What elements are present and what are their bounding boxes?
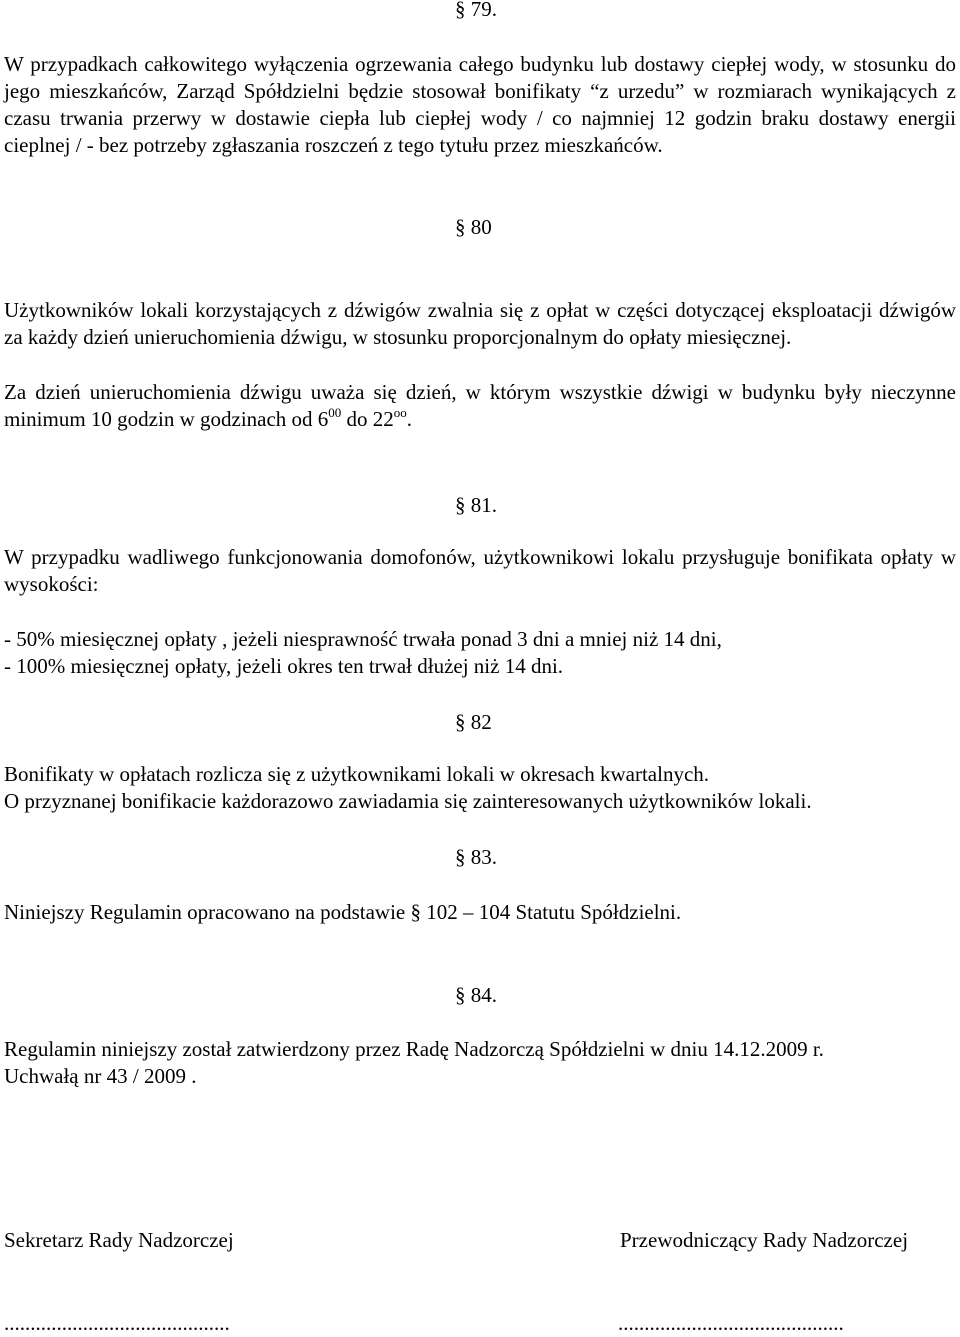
chairman-signature-line: ........................................... (618, 1311, 844, 1335)
list-item: - 100% miesięcznej opłaty, jeżeli okres ten trwał dłużej niż 14 dni. (4, 654, 564, 678)
secretary-signature-line: ........................................... (4, 1311, 230, 1335)
section-83-heading: § 83. (455, 845, 497, 869)
section-84-heading: § 84. (455, 983, 497, 1007)
section-80-paragraph-2 (4, 379, 956, 433)
secretary-signature-label: Sekretarz Rady Nadzorczej (4, 1228, 234, 1252)
section-81-heading: § 81. (455, 493, 497, 517)
section-79-heading: § 79. (455, 0, 497, 21)
text-line: Bonifikaty w opłatach rozlicza się z użytkownikami lokali w okresach kwartalnych. (4, 762, 710, 786)
text-line: O przyznanej bonifikacie każdorazowo zawiadamia się zainteresowanych użytkowników lokali. (4, 789, 812, 813)
section-80-heading: § 80 (455, 215, 492, 239)
section-80-paragraph-2-mid: do 22 (341, 407, 394, 431)
section-80-paragraph-1: Użytkowników lokali korzystających z dźwigów zwalnia się z opłat w części dotyczącej eksploatacji dźwigów za każdy dzień unieruchomienia dźwigu, w stosunku proporcjonalnym do opłaty miesięcznej. (4, 298, 956, 349)
section-84-text (4, 1036, 956, 1090)
text-line: Uchwałą nr 43 / 2009 . (4, 1064, 197, 1088)
section-80-superscript-1: 00 (328, 405, 342, 420)
section-79-text: W przypadkach całkowitego wyłączenia ogrzewania całego budynku lub dostawy ciepłej wody, w stosunku do jego mieszkańców, Zarząd Spółdzielni będzie stosował bonifikaty “z urzedu” w rozmiarach wynikających z czasu trwania przerwy w dostawie ciepła lub ciepłej wody / co najmniej 12 godzin braku dostawy energii cieplnej / - bez potrzeby zgłaszania roszczeń z tego tytułu przez mieszkańców. (4, 52, 956, 157)
text-line: Regulamin niniejszy został zatwierdzony przez Radę Nadzorczą Spółdzielni w dniu 14.12.2009 r. (4, 1037, 824, 1061)
list-item: - 50% miesięcznej opłaty , jeżeli niesprawność trwała ponad 3 dni a mniej niż 14 dni, (4, 627, 722, 651)
section-82-text (4, 761, 956, 815)
section-81-intro: W przypadku wadliwego funkcjonowania domofonów, użytkownikowi lokalu przysługuje bonifikata opłaty w wysokości: (4, 545, 956, 596)
section-80-paragraph-2-prefix: Za dzień unieruchomienia dźwigu uważa się dzień, w którym wszystkie dźwigi w budynku były nieczynne minimum 10 godzin w godzinach od 6 (4, 380, 956, 431)
section-81-list (4, 626, 956, 680)
section-83-text (4, 899, 956, 926)
section-80-paragraph-2-end: . (406, 407, 413, 431)
section-80-superscript-2: oo (393, 405, 407, 420)
chairman-signature-label: Przewodniczący Rady Nadzorczej (620, 1228, 909, 1252)
section-82-heading: § 82 (455, 710, 492, 734)
text-line: Niniejszy Regulamin opracowano na podstawie § 102 – 104 Statutu Spółdzielni. (4, 900, 682, 924)
